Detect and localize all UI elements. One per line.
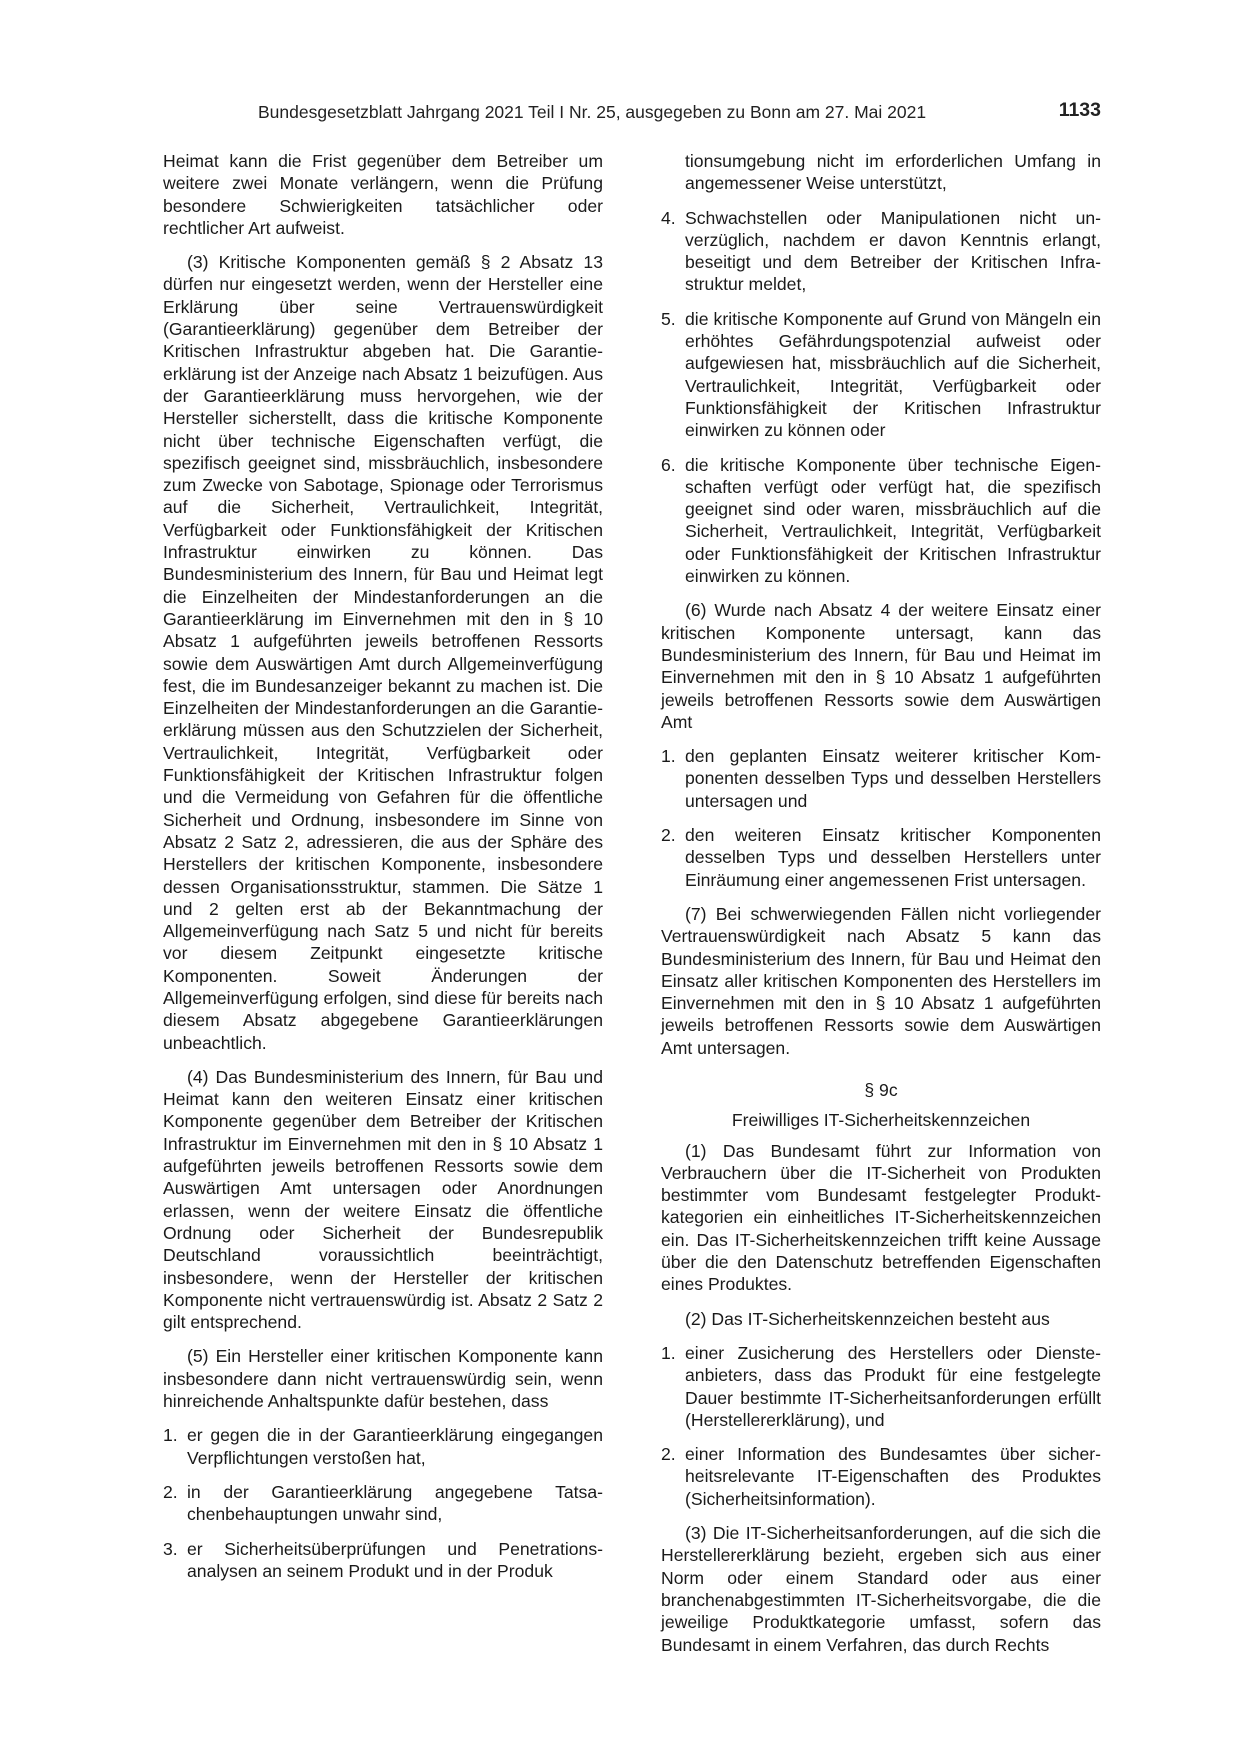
list-number: 3. bbox=[163, 1538, 178, 1559]
header-title: Bundesgesetzblatt Jahrgang 2021 Teil I Nr. 25, ausgegeben zu Bonn am 27. Mai 2021 bbox=[258, 102, 927, 122]
left-column bbox=[163, 150, 603, 1594]
section-paragraph-2: (2) Das IT-Sicherheitskennzeichen besteht aus bbox=[685, 1308, 1050, 1329]
list-number: 1. bbox=[661, 746, 676, 767]
paragraph-4: (4) Das Bundesministerium des Innern, für Bau und Heimat kann den weiteren Einsatz einer kritischen Komponente gegenüber dem Betreiber der Kritischen Infrastruktur im Einvernehmen mit den in § 10 Absatz 1 aufgeführten jeweils betroffenen Ressorts sowie dem Auswärtigen Amt untersagen oder Anordnungen erlassen, wenn der weitere Einsatz die öffentliche Ordnung oder Sicherheit der Bundesrepublik Deutschland voraussichtlich beeinträchtigt, insbesondere, wenn der Hersteller der kritischen Komponente nicht vertrauenswürdig ist. Absatz 2 Satz 2 gilt entsprechend. bbox=[163, 1066, 603, 1333]
list-number: 1. bbox=[661, 1342, 676, 1363]
right-column bbox=[661, 150, 1101, 1668]
list-item bbox=[661, 745, 1101, 812]
page-header bbox=[258, 101, 1101, 125]
list-number: 4. bbox=[661, 207, 676, 228]
list-item bbox=[163, 1424, 603, 1469]
list-item-continuation bbox=[661, 150, 1101, 195]
list-item bbox=[661, 824, 1101, 891]
list-text: einer Zusicherung des Herstellers oder Diensteanbieters, dass das Produkt für eine festgelegte Dauer bestimmte IT-Sicherheitsanforderungen erfüllt (Herstellererklärung), und bbox=[685, 1342, 1101, 1430]
paragraph-7: (7) Bei schwerwiegenden Fällen nicht vorliegender Vertrauenswürdigkeit nach Absatz 5 kann das Bundesministerium des Innern, für Bau und Heimat den Einsatz aller kritischen Komponenten des Herstellers im Einvernehmen mit den in § 10 Absatz 1 aufgeführten jeweils betroffenen Ressorts sowie dem Auswärtigen Amt untersagen. bbox=[661, 903, 1101, 1058]
section-paragraph-1: (1) Das Bundesamt führt zur Information von Verbrauchern über die IT-Sicherheit von Produkten bestimmter vom Bundesamt festgelegter Produktkategorien ein einheitliches IT-Sicherheitskennzeichen ein. Das IT-Sicherheitskennzeichen trifft keine Aussage über die den Datenschutz betreffenden Eigenschaften eines Produktes. bbox=[661, 1140, 1101, 1295]
list-text: die kritische Komponente auf Grund von Mängeln ein erhöhtes Gefährdungspotenzial aufweist oder aufgewiesen hat, missbräuchlich auf die Sicherheit, Vertraulichkeit, Integrität, Verfügbarkeit oder Funktionsfähigkeit der Kritischen Infrastruktur einwirken zu können oder bbox=[685, 308, 1101, 441]
list-item bbox=[661, 308, 1101, 442]
list-text: er gegen die in der Garantieerklärung eingegangen Verpflichtungen verstoßen hat, bbox=[187, 1425, 603, 1468]
section-title: Freiwilliges IT-Sicherheitskennzeichen bbox=[731, 1110, 1031, 1131]
list-number: 6. bbox=[661, 454, 676, 475]
list-text: Schwachstellen oder Manipulationen nicht unverzüglich, nachdem er davon Kenntnis erlangt, beseitigt und dem Betreiber der Kritischen Infrastruktur meldet, bbox=[685, 207, 1101, 295]
paragraph-6: (6) Wurde nach Absatz 4 der weitere Einsatz einer kritischen Komponente untersagt, kann das Bundesministerium des Innern, für Bau und Heimat im Einvernehmen mit den in § 10 Absatz 1 aufgeführten jeweils betroffenen Ressorts sowie dem Auswärtigen Amt bbox=[661, 600, 1101, 732]
list-number: 1. bbox=[163, 1425, 178, 1446]
paragraph-continuation: Heimat kann die Frist gegenüber dem Betreiber um weitere zwei Monate verlängern, wenn die Prüfung besondere Schwierigkeiten tatsächlicher oder rechtlicher Art aufweist. bbox=[163, 151, 603, 238]
paragraph-3: (3) Kritische Komponenten gemäß § 2 Absatz 13 dürfen nur eingesetzt werden, wenn der Hersteller eine Erklärung über seine Vertrauenswürdigkeit (Garantieerklärung) gegenüber dem Betreiber der Kritischen Infrastruktur abgeben hat. Die Garantieerklärung ist der Anzeige nach Absatz 1 beizufügen. Aus der Garantieerklärung muss hervorgehen, wie der Hersteller sicherstellt, dass die kritische Komponente nicht über technische Eigenschaften verfügt, die spezifisch geeignet sind, missbräuchlich, insbesondere zum Zwecke von Sabotage, Spionage oder Terrorismus auf die Sicherheit, Vertraulichkeit, Integrität, Verfügbarkeit oder Funktionsfähigkeit der Kritischen Infrastruktur einwirken zu können. Das Bundesministerium des Innern, für Bau und Heimat legt die Einzelheiten der Mindestanforderungen an die Garantieerklärung im Einvernehmen mit den in § 10 Absatz 1 aufgeführten jeweils betroffenen Ressorts sowie dem Auswärtigen Amt durch Allgemeinverfügung fest, die im Bundesanzeiger bekannt zu machen ist. Die Einzelheiten der Mindestanforderungen an die Garantieerklärung müssen aus den Schutzzielen der Sicherheit, Vertraulichkeit, Integrität, Verfügbarkeit oder Funktionsfähigkeit der Kritischen Infrastruktur folgen und die Vermeidung von Gefahren für die öffentliche Sicherheit und Ordnung, insbesondere im Sinne von Absatz 2 Satz 2, adressieren, die aus der Sphäre des Herstellers der kritischen Komponente, insbesondere dessen Organisationsstruktur, stammen. Die Sätze 1 und 2 gelten erst ab der Bekanntmachung der Allgemeinverfügung nach Satz 5 und nicht für bereits vor diesem Zeitpunkt eingesetzte kritische Komponenten. Soweit Änderungen der Allgemeinverfügung erfolgen, sind diese für bereits nach diesem Absatz abgegebene Garantieerklärungen unbeachtlich. bbox=[163, 252, 603, 1053]
page-number: 1133 bbox=[1058, 99, 1101, 121]
list-item bbox=[661, 1443, 1101, 1510]
list-item bbox=[163, 1538, 603, 1583]
list-number: 2. bbox=[661, 1444, 676, 1465]
list-item bbox=[661, 454, 1101, 588]
list-number: 2. bbox=[163, 1481, 178, 1502]
list-text: er Sicherheitsüberprüfungen und Penetrationsanalysen an seinem Produkt und in der Produk bbox=[187, 1538, 603, 1581]
list-number: 5. bbox=[661, 308, 676, 329]
list-item bbox=[661, 1342, 1101, 1431]
list-item bbox=[661, 207, 1101, 296]
list-text: die kritische Komponente über technische Eigenschaften verfügt oder verfügt hat, die spezifisch geeignet sind oder waren, missbräuchlich auf die Sicherheit, Vertraulichkeit, Integrität, Verfügbarkeit oder Funktionsfähigkeit der Kritischen Infrastruktur einwirken zu können. bbox=[685, 454, 1101, 587]
list-text: den geplanten Einsatz weiterer kritischer Komponenten desselben Typs und desselben Herstellers untersagen und bbox=[685, 746, 1101, 811]
paragraph-5: (5) Ein Hersteller einer kritischen Komponente kann insbesondere dann nicht vertrauenswürdig sein, wenn hinreichende Anhaltspunkte dafür bestehen, dass bbox=[163, 1346, 603, 1412]
section-number: § 9c bbox=[864, 1079, 898, 1100]
list-text: einer Information des Bundesamtes über sicherheitsrelevante IT-Eigenschaften des Produktes (Sicherheitsinformation). bbox=[685, 1444, 1101, 1509]
list-text: den weiteren Einsatz kritischer Komponenten desselben Typs und desselben Herstellers unter Einräumung einer angemessenen Frist untersagen. bbox=[685, 825, 1101, 890]
list-text: tionsumgebung nicht im erforderlichen Umfang in angemessener Weise unterstützt, bbox=[685, 151, 1101, 194]
list-item bbox=[163, 1481, 603, 1526]
list-text: in der Garantieerklärung angegebene Tatsachenbehauptungen unwahr sind, bbox=[187, 1481, 603, 1525]
list-number: 2. bbox=[661, 825, 676, 846]
section-paragraph-3: (3) Die IT-Sicherheitsanforderungen, auf die sich die Herstellererklärung bezieht, ergeben sich aus einer Norm oder einem Standard oder aus einer branchenabgestimmten IT-Sicherheitsvorgabe, die die jeweilige Produktkategorie umfasst, sofern das Bundesamt in einem Verfahren, das durch Rechts bbox=[661, 1523, 1101, 1655]
